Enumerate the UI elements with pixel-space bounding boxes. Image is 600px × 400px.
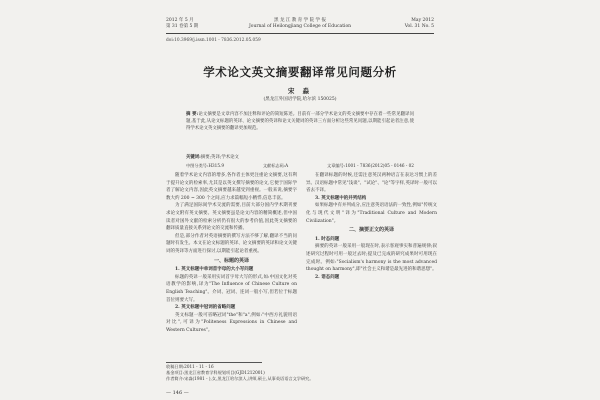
body-column-right — [306, 172, 437, 281]
body-paragraph: 在翻译标题的时候,还需注意英汉两种语言在表达习惯上的差异。汉语标题中常见"浅谈"、"试论"、"论"等字样,英译时一般可以省去不译。 — [306, 173, 437, 194]
header-volume: 第 31 卷第 5 期 — [166, 24, 199, 30]
article-number: 文章编号:1001 - 7836(2012)05 - 0146 - 02 — [327, 163, 414, 168]
section-heading-abstract-translation: 二、摘要正文的英译 — [348, 227, 394, 234]
footnote-project: 基金项目:黑龙江省教育学科规划项目(GJD1212001) — [166, 370, 265, 375]
document-code: 文献标志码:A — [262, 163, 289, 168]
subsection-heading: 2. 语态问题 — [315, 274, 340, 280]
page-number: — 146 — — [166, 390, 189, 396]
keywords-text: 摘要;英译;学术论文 — [200, 155, 239, 160]
abstract-text: 论文摘要是文章内容不加注释和评论的简短陈述。目前有一部分学术论文的英文摘要中存在着一些常见翻译问题,基于此,从论文标题的英译、论文摘要的英译和论文关键词的英译三方面分析这些常见问题,以期能引起论者注意,使得学术论文英文摘要的翻译更加规范。 — [186, 112, 414, 131]
doi-line: doi:10.3969/j.issn.1001 - 7836.2012.05.059 — [166, 38, 261, 43]
body-paragraph: 随着学术论文内容的增多,各作者主体更注重论文摘要,这有利于提升论文的检索率,尤其是以英文撰写摘要的论文,它便于国际学者了解论文内容,因此英文摘要越来越受到重视。一般来说,摘要字数大约 200 ~ 300 个之间,应力求篇幅短小精悍,信息丰富。 — [166, 173, 297, 201]
footnote-author-bio: 作者简介:宋淼(1981 - ),女,黑龙江哈尔滨人,讲师,硕士,从事英语语言文学研究。 — [166, 376, 314, 381]
subsection-heading: 1. 时态问题 — [315, 236, 340, 242]
subsection-heading: 3. 英文标题中的并列结构 — [315, 195, 367, 201]
footnote-divider — [166, 362, 262, 363]
subsection-heading: 2. 英文标题中冠词的省略问题 — [175, 305, 236, 311]
section-heading-title-translation: 一、标题的英译 — [213, 257, 249, 264]
journal-name-en: Journal of Heilongjiang College of Education — [248, 24, 352, 30]
header-center — [0, 18, 600, 30]
subsection-heading: 1. 英文标题中单词首字母的大小写问题 — [175, 267, 254, 273]
clc-number: 中图分类号:H315.9 — [186, 163, 224, 168]
footnote-received: 收稿日期:2011 - 11 - 16 — [166, 364, 214, 369]
header-date: 2012 年 5 月 — [166, 18, 194, 23]
body-column-left — [166, 172, 297, 334]
abstract — [186, 111, 414, 132]
header-volume-en: Vol. 31 No. 5 — [404, 24, 434, 30]
author-name: 宋 淼 — [287, 87, 313, 95]
author-affiliation: (黑龙江外国语学院,哈尔滨 150025) — [263, 97, 337, 102]
body-paragraph: 但是,部分作者对英语摘要的撰写方法不够了解,翻译不当的问题时有发生。本文在论文标题的英译、论文摘要的英译和论文关键词的英译等方面进行探讨,以期能引起论者重视。 — [166, 233, 297, 254]
journal-name-cn: 黑 龙 江 教 育 学 院 学 报 — [274, 18, 326, 23]
header-right — [405, 18, 434, 30]
keywords — [186, 154, 239, 160]
body-paragraph: 摘要的英译一般采用一般现在时,表示客观事实和普遍规律;叙述研究过程时可用一般过去时;提及已完成的研究成果时可用现在完成时。例如:"Socialism's harmony is the most advanced thought on harmony",即"社会主义和谐是最先进的和谐思想"。 — [306, 244, 437, 273]
abstract-label: 摘 要: — [186, 112, 199, 117]
body-paragraph: 如果标题中有并列成分,应注意英语语法的一致性,例如"传统文化与现代文明"译为"Traditional Culture and Modern Civilization"。 — [306, 203, 437, 224]
header-date-en: May 2012 — [411, 18, 434, 23]
keywords-label: 关键词: — [186, 155, 201, 160]
body-paragraph: 英文标题一般可省略冠词"the"和"a",例如:"中西方礼貌用语对比",可译为"Politeness Expressions in Chinese and Western Cultures"。 — [166, 312, 297, 333]
header-divider — [166, 33, 434, 34]
footnote — [166, 364, 436, 382]
classification-line — [186, 163, 414, 169]
body-paragraph: 标题的英译一般采用实词首字母大写的形式,如:中国文化对英语教学的影响,译为"The Influence of Chinese Culture on English Teaching"。介词、冠词、连词一般小写,但若位于标题首位则要大写。 — [166, 274, 297, 303]
body-paragraph: 为了满足国际间学术交流的需要,目前大部分国内学术期刊要求论文附有英文摘要。英文摘要虽是论文内容的精简概述,但中国读者对国外文献的检索分析仍有很大的参考价值,因此英文摘要的翻译质量直接关系到论文的交流和传播。 — [166, 203, 297, 232]
article-title: 学术论文英文摘要翻译常见问题分析 — [203, 65, 397, 79]
